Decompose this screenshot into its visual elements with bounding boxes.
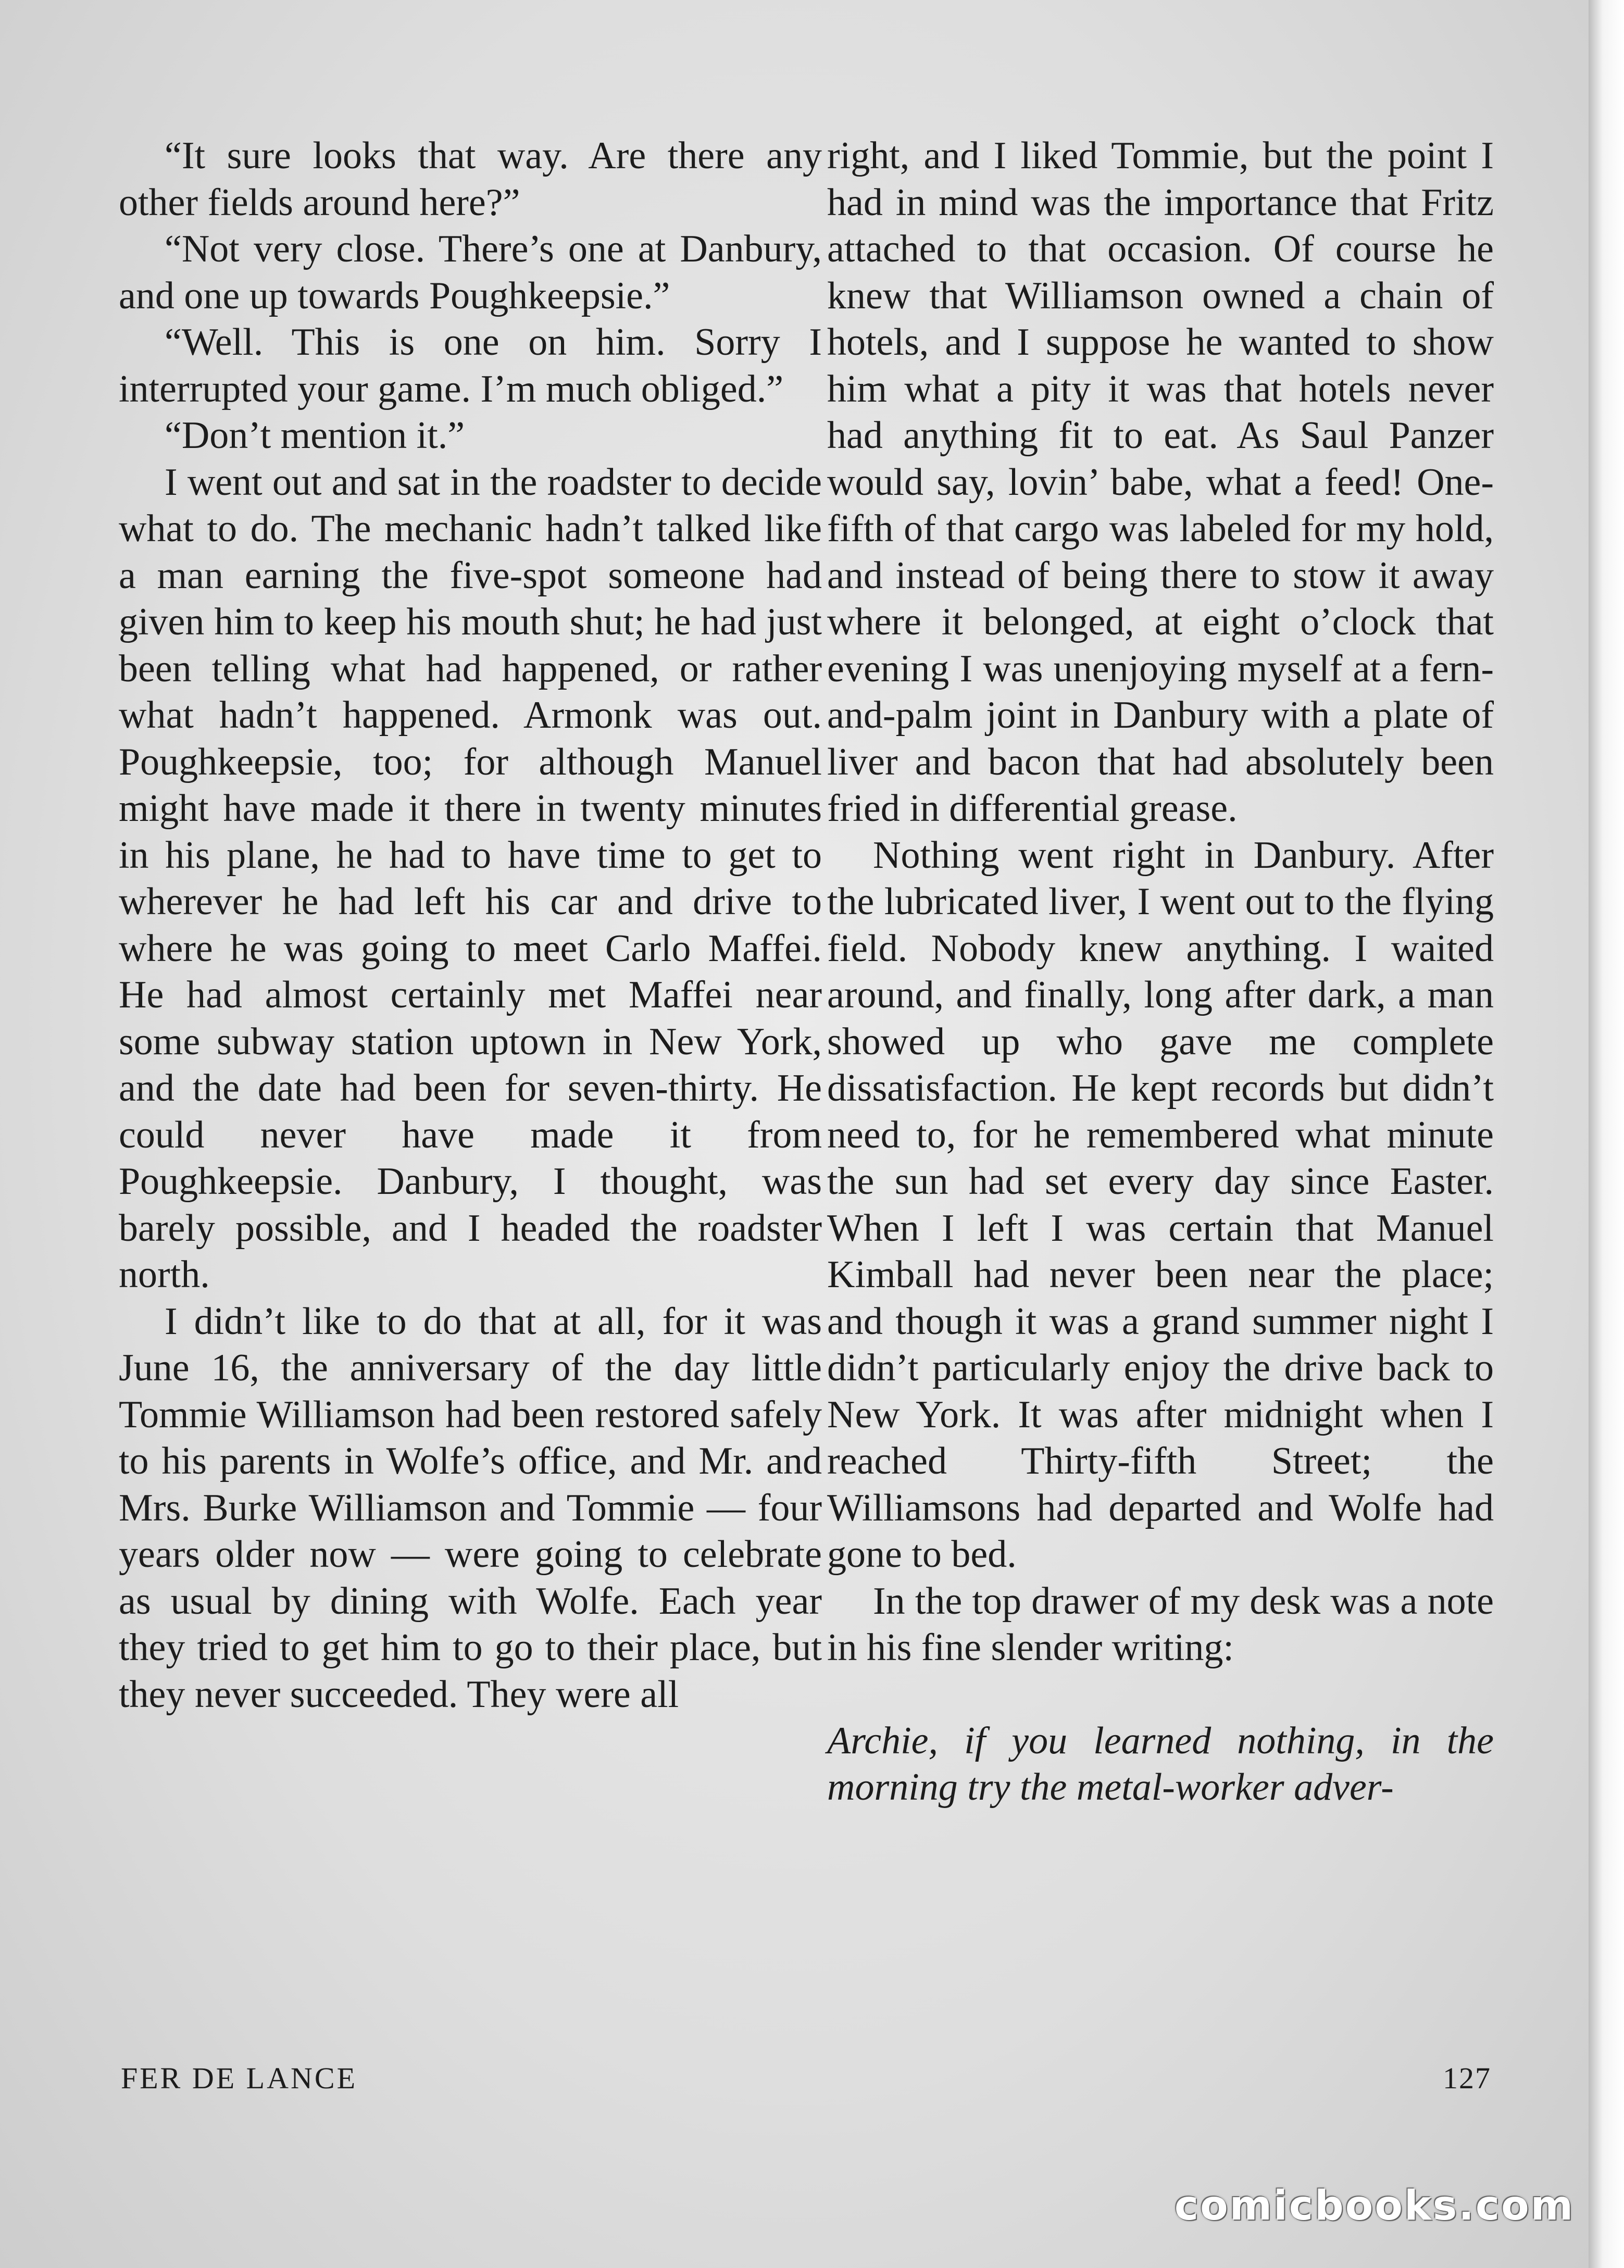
- paragraph: In the top drawer of my desk was a note in his fine slender writing:: [827, 1579, 1494, 1669]
- note-text: Archie, if you learned nothing, in the morning try the metal-worker adver-: [827, 1719, 1494, 1809]
- watermark: comicbooks.com: [1174, 2183, 1575, 2229]
- page-edge: [1589, 0, 1624, 2268]
- paragraph: Nothing went right in Danbury. After the lubricated liver, I went out to the flying field. Nobody knew anything. I waited around, and finally, long after dark, a man showed up who gave me complete dissatisfaction. He kept records but didn’t need to, for he remembered what minute the sun had set every day since Easter. When I left I was certain that Manuel Kimball had never been near the place; and though it was a grand summer night I didn’t particularly enjoy the drive back to New York. It was after midnight when I reached Thirty-fifth Street; the Williamsons had departed and Wolfe had gone to bed.: [827, 833, 1494, 1576]
- running-footer-title: FER DE LANCE: [121, 2061, 357, 2095]
- paragraph: I didn’t like to do that at all, for it was June 16, the anniversary of the day little Tommie Williamson had been restored safely to his parents in Wolfe’s office, and Mr. and Mrs. Burke Williamson and Tommie — four years older now — were going to celebrate as usual by dining with Wolfe. Each year they tried to get him to go to their place, but they never succeeded. They were all: [119, 1300, 822, 1716]
- paragraph: “Well. This is one on him. Sorry I interrupted your game. I’m much obliged.”: [119, 321, 822, 410]
- paragraph: I went out and sat in the roadster to decide what to do. The mechanic hadn’t talked like a man earning the five-spot someone had given him to keep his mouth shut; he had just been telling what had happened, or rather what hadn’t happened. Armonk was out. Poughkeepsie, too; for although Manuel might have made it there in twenty minutes in his plane, he had to have time to get to wherever he had left his car and drive to where he was going to meet Carlo Maffei. He had almost certainly met Maffei near some subway station uptown in New York, and the date had been for seven-thirty. He could never have made it from Poughkeepsie. Danbury, I thought, was barely possible, and I headed the roadster north.: [119, 460, 822, 1296]
- paragraph-spacer: [827, 1672, 1494, 1718]
- paragraph: “It sure looks that way. Are there any other fields around here?”: [119, 134, 822, 224]
- page-number: 127: [1443, 2061, 1491, 2095]
- paragraph: “Not very close. There’s one at Danbury, and one up towards Poughkeepsie.”: [119, 228, 822, 317]
- paragraph: “Don’t mention it.”: [165, 414, 465, 457]
- paragraph: right, and I liked Tommie, but the point I had in mind was the importance that Fritz attached to that occasion. Of course he knew that Williamson owned a chain of hotels, and I suppose he wanted to show him what a pity it was that hotels never had anything fit to eat. As Saul Panzer would say, lovin’ babe, what a feed! One-fifth of that cargo was labeled for my hold, and instead of being there to stow it away where it belonged, at eight o’clock that evening I was unenjoying myself at a fern-and-palm joint in Danbury with a plate of liver and bacon that had absolutely been fried in differential grease.: [827, 134, 1494, 830]
- right-text-column: [827, 133, 1494, 1811]
- left-text-column: [119, 133, 822, 1718]
